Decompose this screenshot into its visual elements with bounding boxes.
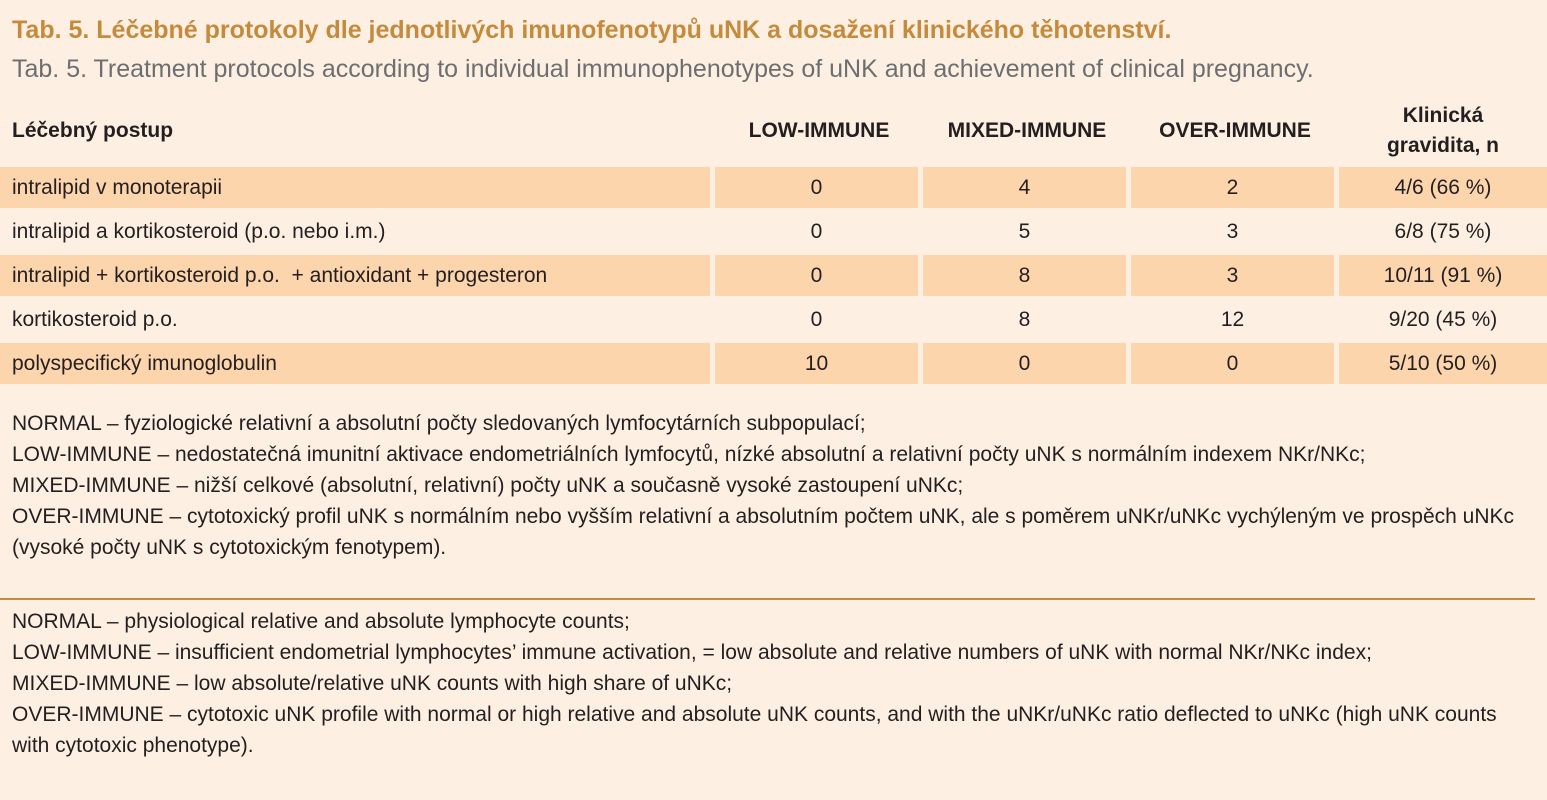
table-row <box>0 299 1547 343</box>
cell-procedure: polyspecifický imunoglobulin <box>0 343 715 387</box>
cell-procedure: intralipid + kortikosteroid p.o. + antioxidant + progesteron <box>0 255 715 299</box>
footnote-over-immune-en: OVER-IMMUNE – cytotoxic uNK profile with normal or high relative and absolute uNK counts, and with the uNKr/uNKc ratio deflected to uNKc (high uNK counts with cytotoxic phenotype). <box>12 703 1497 757</box>
cell-over-immune: 0 <box>1131 343 1339 387</box>
header-clinical-pregnancy-line2: gravidita, n <box>1386 134 1500 157</box>
footnote-low-immune-cz: LOW-IMMUNE – nedostatečná imunitní aktivace endometriálních lymfocytů, nízké absolutní a relativní počty uNK s normálním indexem NKr/NKc; <box>12 443 1366 466</box>
cell-low-immune: 10 <box>715 343 923 387</box>
cell-low-immune: 0 <box>715 167 923 211</box>
cell-low-immune: 0 <box>715 255 923 299</box>
cell-low-immune: 0 <box>715 211 923 255</box>
cell-over-immune: 2 <box>1131 167 1339 211</box>
cell-clinical-pregnancy: 9/20 (45 %) <box>1339 299 1547 343</box>
footnote-normal-cz: NORMAL – fyziologické relativní a absolutní počty sledovaných lymfocytárních subpopulací; <box>12 412 866 435</box>
footnote-mixed-immune-cz: MIXED-IMMUNE – nižší celkové (absolutní, relativní) počty uNK a současně vysoké zastoupení uNKc; <box>12 474 964 497</box>
table-row <box>0 167 1547 211</box>
cell-mixed-immune: 0 <box>923 343 1131 387</box>
table-row <box>0 343 1547 387</box>
footnotes-english <box>12 606 1537 761</box>
table-title-english: Tab. 5. Treatment protocols according to individual immunophenotypes of uNK and achievement of clinical pregnancy. <box>12 55 1314 83</box>
cell-clinical-pregnancy: 5/10 (50 %) <box>1339 343 1547 387</box>
cell-over-immune: 3 <box>1131 211 1339 255</box>
footnotes-czech <box>12 408 1537 563</box>
header-procedure: Léčebný postup <box>0 98 715 167</box>
cell-mixed-immune: 4 <box>923 167 1131 211</box>
footnote-over-immune-cz: OVER-IMMUNE – cytotoxický profil uNK s normálním nebo vyšším relativní a absolutním počtem uNK, ale s poměrem uNKr/uNKc vychýleným ve prospěch uNKc (vysoké počty uNK s cytotoxickým fenotypem). <box>12 505 1515 559</box>
table-title-czech: Tab. 5. Léčebné protokoly dle jednotlivých imunofenotypů uNK a dosažení klinického těhotenství. <box>12 16 1172 44</box>
treatment-protocols-table <box>0 98 1547 387</box>
header-low-immune: LOW-IMMUNE <box>715 98 923 167</box>
cell-clinical-pregnancy: 10/11 (91 %) <box>1339 255 1547 299</box>
cell-procedure: intralipid v monoterapii <box>0 167 715 211</box>
cell-clinical-pregnancy: 6/8 (75 %) <box>1339 211 1547 255</box>
table-row <box>0 211 1547 255</box>
footnote-mixed-immune-en: MIXED-IMMUNE – low absolute/relative uNK counts with high share of uNKc; <box>12 672 733 695</box>
header-over-immune: OVER-IMMUNE <box>1131 98 1339 167</box>
cell-mixed-immune: 8 <box>923 299 1131 343</box>
header-mixed-immune: MIXED-IMMUNE <box>923 98 1131 167</box>
header-clinical-pregnancy <box>1339 98 1547 167</box>
footnote-divider <box>0 598 1535 600</box>
header-clinical-pregnancy-line1: Klinická <box>1402 104 1484 127</box>
table-header-row <box>0 98 1547 167</box>
cell-over-immune: 12 <box>1131 299 1339 343</box>
cell-mixed-immune: 8 <box>923 255 1131 299</box>
cell-low-immune: 0 <box>715 299 923 343</box>
cell-procedure: intralipid a kortikosteroid (p.o. nebo i.m.) <box>0 211 715 255</box>
cell-procedure: kortikosteroid p.o. <box>0 299 715 343</box>
table-row <box>0 255 1547 299</box>
footnote-normal-en: NORMAL – physiological relative and absolute lymphocyte counts; <box>12 610 630 633</box>
footnote-low-immune-en: LOW-IMMUNE – insufficient endometrial lymphocytes’ immune activation, = low absolute and relative numbers of uNK with normal NKr/NKc index; <box>12 641 1372 664</box>
cell-clinical-pregnancy: 4/6 (66 %) <box>1339 167 1547 211</box>
cell-mixed-immune: 5 <box>923 211 1131 255</box>
cell-over-immune: 3 <box>1131 255 1339 299</box>
